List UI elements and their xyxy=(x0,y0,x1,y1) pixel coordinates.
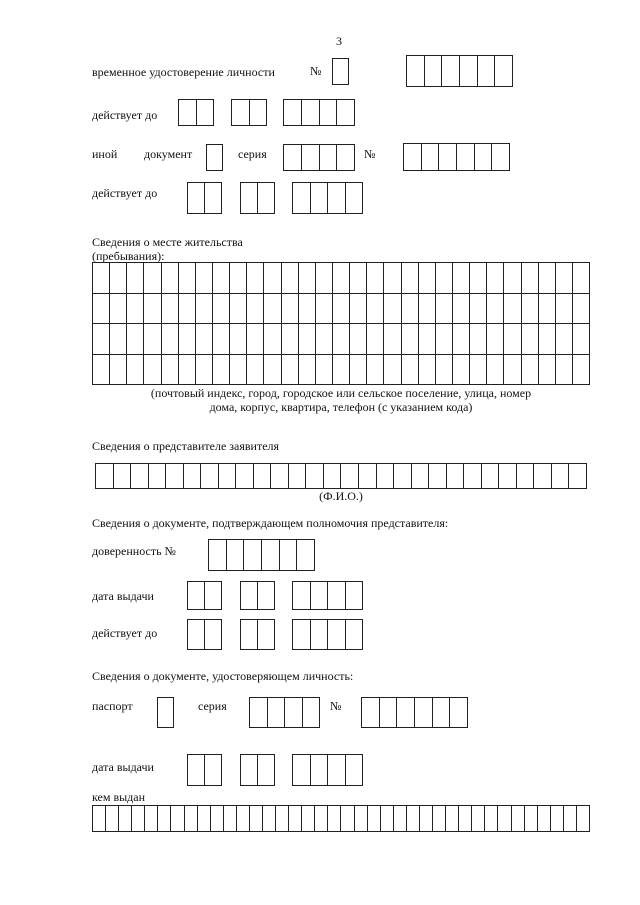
other-doc-series-label: серия xyxy=(238,147,267,161)
representative-name-field[interactable] xyxy=(95,463,587,489)
residence-label-continued: (пребывания): xyxy=(92,249,165,263)
page-number: 3 xyxy=(336,34,342,48)
other-doc-series-field[interactable] xyxy=(283,144,355,171)
residence-label: Сведения о месте жительства xyxy=(92,235,243,249)
other-doc-document-label: документ xyxy=(144,147,193,161)
temp-id-valid-until-label: действует до xyxy=(92,108,158,122)
authority-issue-date-label: дата выдачи xyxy=(92,589,154,603)
representative-caption: (Ф.И.О.) xyxy=(319,489,363,503)
other-doc-label: иной xyxy=(92,147,118,161)
passport-issue-month-field[interactable] xyxy=(240,754,275,786)
authority-valid-day-field[interactable] xyxy=(187,619,222,650)
other-doc-number-sign: № xyxy=(364,147,376,161)
passport-series-field[interactable] xyxy=(249,697,320,728)
authority-valid-until-label: действует до xyxy=(92,626,158,640)
temp-id-valid-month-field[interactable] xyxy=(231,99,267,126)
passport-number-sign: № xyxy=(330,699,342,713)
temp-id-valid-day-field[interactable] xyxy=(178,99,214,126)
temp-id-series-field[interactable] xyxy=(332,58,349,85)
other-doc-number-field[interactable] xyxy=(403,143,510,171)
passport-label: паспорт xyxy=(92,699,133,713)
representative-label: Сведения о представителе заявителя xyxy=(92,439,280,453)
other-doc-valid-month-field[interactable] xyxy=(240,182,275,214)
temp-id-number-sign: № xyxy=(310,64,322,78)
passport-issue-day-field[interactable] xyxy=(187,754,222,786)
power-of-attorney-label: доверенность № xyxy=(92,544,176,558)
identity-doc-label: Сведения о документе, удостоверяющем личность: xyxy=(92,669,354,683)
other-doc-valid-year-field[interactable] xyxy=(292,182,363,214)
passport-series-label: серия xyxy=(198,699,227,713)
other-doc-valid-until-label: действует до xyxy=(92,186,158,200)
authority-valid-month-field[interactable] xyxy=(240,619,275,650)
authority-issue-year-field[interactable] xyxy=(292,581,363,610)
residence-grid[interactable] xyxy=(92,262,590,385)
passport-number-field[interactable] xyxy=(361,697,468,728)
passport-issue-year-field[interactable] xyxy=(292,754,363,786)
other-doc-valid-day-field[interactable] xyxy=(187,182,222,214)
authority-doc-label: Сведения о документе, подтверждающем полномочия представителя: xyxy=(92,516,449,530)
residence-caption-continued: дома, корпус, квартира, телефон (с указанием кода) xyxy=(209,400,473,414)
issued-by-field[interactable] xyxy=(92,805,590,832)
residence-caption: (почтовый индекс, город, городское или сельское поселение, улица, номер xyxy=(150,386,532,400)
temp-id-number-field[interactable] xyxy=(406,55,513,87)
temp-id-valid-year-field[interactable] xyxy=(283,99,355,126)
issued-by-label: кем выдан xyxy=(92,790,146,804)
authority-issue-day-field[interactable] xyxy=(187,581,222,610)
other-doc-type-field[interactable] xyxy=(206,144,223,171)
authority-valid-year-field[interactable] xyxy=(292,619,363,650)
temp-id-label: временное удостоверение личности xyxy=(92,65,275,79)
passport-issue-date-label: дата выдачи xyxy=(92,760,154,774)
power-of-attorney-number-field[interactable] xyxy=(208,539,315,571)
authority-issue-month-field[interactable] xyxy=(240,581,275,610)
passport-type-field[interactable] xyxy=(157,697,174,728)
